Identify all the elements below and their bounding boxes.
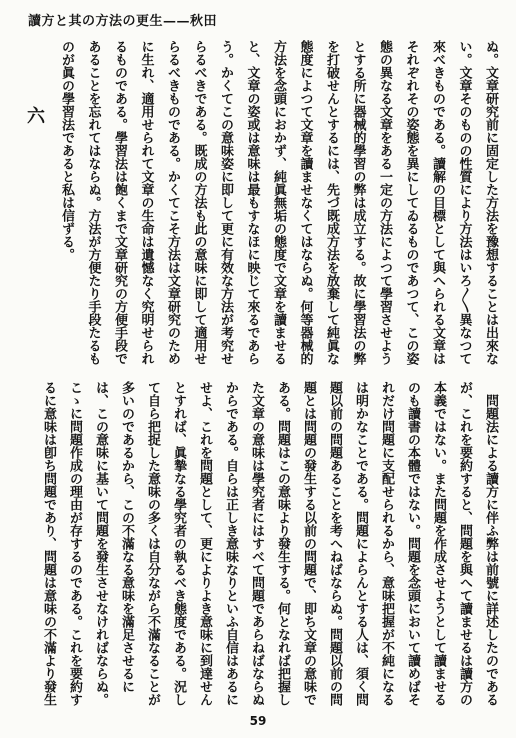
text-column: るに意味は卽ち問題であり、問題は意味の不滿より發生 xyxy=(41,381,56,706)
text-column: るものである。學習法は飽くまで文章研究の方便手段で xyxy=(112,40,127,365)
text-column: う。かくてこの意味姿に即して更に有效な方法が考究せ xyxy=(218,40,233,365)
text-column: 本義ではない。また問題を作成させようとして讀ませる xyxy=(431,381,446,706)
text-column: のが眞の學習法であると私は信ずる。 xyxy=(59,40,74,261)
text-column: 態の異なる文章をある一定の方法によつて學習させよう xyxy=(377,40,392,365)
text-column: を打破せんとするには、先づ既成方法を放棄して純眞な xyxy=(324,40,339,365)
text-column: のも讀書の本體ではない。問題を念頭において讀めばそ xyxy=(405,381,420,706)
text-column: が、これを要約すると、問題を與へて讀ませるは讀方の xyxy=(457,381,472,706)
text-column: 題とは問題の發生する以前の問題で、即ち文章の意味で xyxy=(301,381,316,706)
text-column-paragraph-start: 問題法による讀方に伴ふ弊は前號に詳述したのである xyxy=(483,394,498,706)
text-column: とする所に器械的學習の弊は成立する。故に學習法の弊 xyxy=(350,40,366,365)
text-column: 態度によつて文章を讀ませなくてはならぬ。何等器械的 xyxy=(297,40,313,365)
text-block-upper xyxy=(53,40,504,370)
text-column: 來べきものである。讀解の目標として與へられる文章は xyxy=(430,40,445,365)
text-column: あることを忘れてはならぬ。方法が方便たり手段たるも xyxy=(85,40,101,365)
text-column: て自ら把捉した意味の多くは自分ながら不滿なることが xyxy=(145,381,160,706)
text-column: 方法を念頭におかず、純眞無垢の態度で文章を讀ませる xyxy=(271,40,286,365)
text-column: と、文章の姿或は意味は最もすなほに映じて來るであら xyxy=(244,40,260,365)
text-column: に生れ、適用せられて文章の生命は遺憾なく究明せられ xyxy=(138,40,154,365)
section-number: 六 xyxy=(27,106,45,127)
text-column: は明かなことである。問題によらんとする人は、須く問 xyxy=(353,381,368,706)
text-column: こゝに問題作成の理由が存するのである。これを要約す xyxy=(67,381,82,706)
text-column: た文章の意味は學究者にはすべて問題であらねばならぬ xyxy=(249,381,264,706)
text-column: せよ、これを問題として、更によりよき意味に到達せん xyxy=(197,381,212,706)
text-column: らるべきである。既成の方法も此の意味に即して適用せ xyxy=(191,40,207,365)
text-column: 多いのであるから、この不滿なる意味を滿足させるに xyxy=(119,381,134,693)
text-column: い。文章そのものの性質により方法はいろ〳〵異なつて xyxy=(456,40,472,365)
text-column: は、この意味に基いて問題を發生させなければならぬ。 xyxy=(93,381,108,706)
text-column: ぬ。文章研究前に固定した方法を豫想することは出來な xyxy=(483,40,498,365)
text-block-lower xyxy=(35,381,503,711)
text-column: からである。自らは正しき意味なりといふ自信はあるに xyxy=(223,381,238,706)
running-head: 讀方と其の方法の更生——秋田 xyxy=(28,14,218,29)
page-number: 59 xyxy=(249,714,267,728)
text-column: とすれば、眞摯なる學究者の執るべき態度である。況し xyxy=(171,381,186,706)
text-column: それぞれその姿態を異にしてゐるものであつて、この姿 xyxy=(403,40,419,365)
text-column: ある。問題はこの意味より發生する。何となれば把握し xyxy=(275,381,290,706)
text-column: 題以前の問題あることを考へねばならぬ。問題以前の問 xyxy=(327,381,342,706)
text-column: らるべきものである。かくてこそ方法は文章研究のため xyxy=(165,40,180,365)
text-column: れだけ問題に支配せられるから、意味把握が不純になる xyxy=(379,381,394,706)
